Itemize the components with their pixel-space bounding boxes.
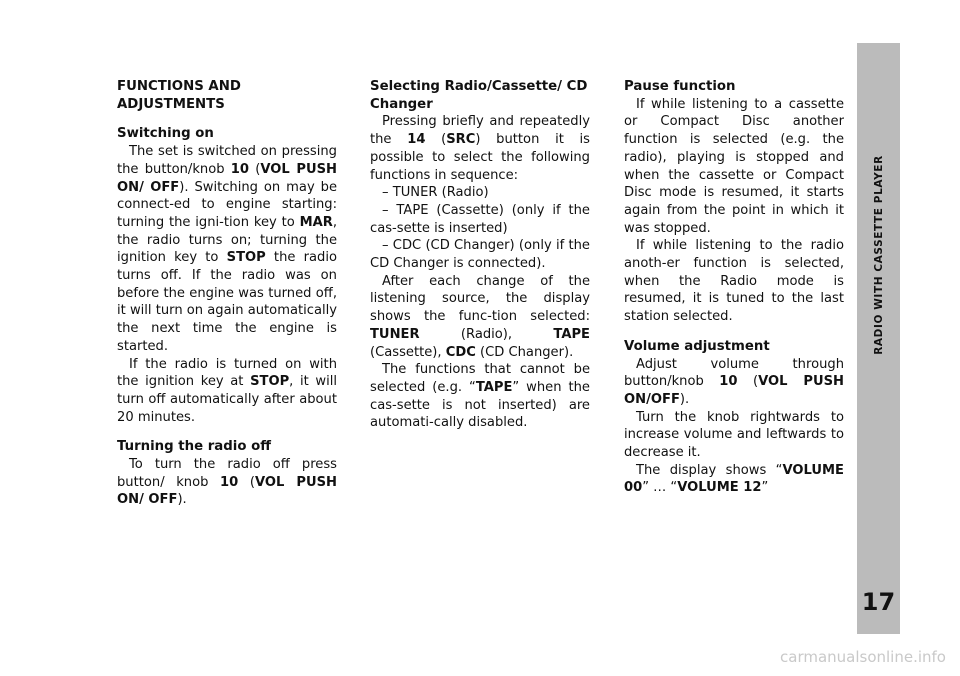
source-list-item: – CDC (CD Changer) (only if the CD Changer is connected).	[370, 238, 590, 272]
volume-paragraph-2: Turn the knob rightwards to increase volume and leftwards to decrease it.	[624, 409, 844, 461]
selecting-source-paragraph-1: Pressing briefly and repeatedly the 14 (SRC) button it is possible to select the following functions in sequence:	[370, 114, 591, 183]
section-title: FUNCTIONS AND ADJUSTMENTS	[117, 79, 241, 112]
watermark: carmanualsonline.info	[780, 648, 946, 666]
source-list-item: – TAPE (Cassette) (only if the cas-sette is inserted)	[370, 202, 590, 236]
column-2	[370, 78, 590, 432]
switching-on-heading: Switching on	[117, 126, 214, 142]
column-1	[117, 78, 337, 509]
volume-paragraph-3: The display shows “VOLUME 00” … “VOLUME 12”	[624, 462, 844, 496]
switching-on-paragraph-1: The set is switched on pressing the button/knob 10 (VOL PUSH ON/ OFF). Switching on may be connect-ed to engine starting: turning the igni-tion key to MAR, the radio turns on; turning the ignition key to STOP the radio turns off. If the radio was on before the engine was turned off, it will turn on again automatically the next time the engine is started.	[117, 144, 337, 354]
pause-function-paragraph-1: If while listening to a cassette or Compact Disc another function is selected (e.g. the radio), playing is stopped and when the cassette or Compact Disc mode is resumed, it starts again from the point in which it was stopped.	[624, 96, 844, 236]
turning-off-paragraph: To turn the radio off press button/ knob 10 (VOL PUSH ON/ OFF).	[117, 457, 337, 508]
turning-off-heading: Turning the radio off	[117, 439, 272, 455]
selecting-source-paragraph-3: The functions that cannot be selected (e.g. “TAPE” when the cas-sette is not inserted) are automati-cally disabled.	[370, 362, 590, 431]
pause-function-heading: Pause function	[624, 79, 736, 94]
volume-paragraph-1: Adjust volume through button/knob 10 (VOL PUSH ON/OFF).	[624, 356, 844, 407]
pause-function-paragraph-2: If while listening to the radio anoth-er function is selected, when the Radio mode is resumed, it is tuned to the last station selected.	[624, 238, 844, 325]
selecting-source-paragraph-2: After each change of the listening source, the display shows the func-tion selected: TUNER (Radio), TAPE (Cassette), CDC (CD Changer).	[370, 273, 590, 360]
switching-on-paragraph-2: If the radio is turned on with the ignition key at STOP, it will turn off automatically after about 20 minutes.	[117, 356, 337, 425]
column-3	[624, 78, 844, 497]
page-number: 17	[861, 588, 896, 616]
chapter-side-tab	[857, 43, 900, 634]
chapter-title: RADIO WITH CASSETTE PLAYER	[873, 155, 885, 355]
volume-adjustment-heading: Volume adjustment	[624, 338, 770, 354]
source-list-item: – TUNER (Radio)	[382, 185, 489, 201]
selecting-source-heading: Selecting Radio/Cassette/ CD Changer	[370, 79, 588, 112]
